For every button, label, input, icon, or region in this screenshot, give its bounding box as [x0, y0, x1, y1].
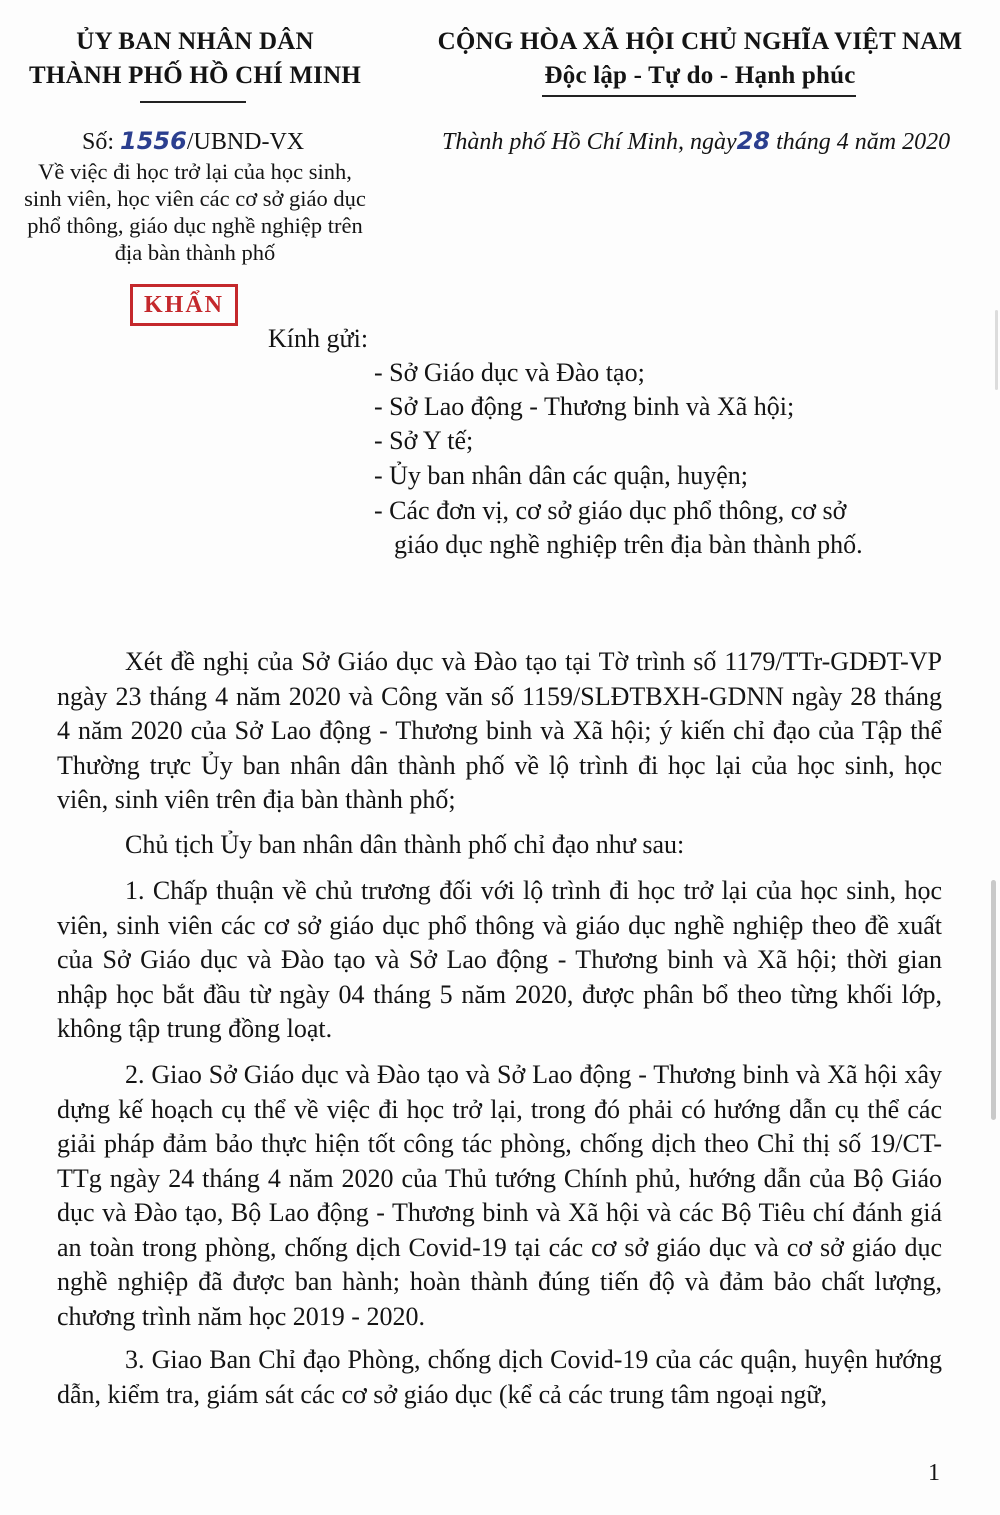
photo-edge-shadow — [995, 310, 998, 390]
subject-line: Về việc đi học trở lại của học sinh, — [38, 159, 352, 184]
nation-motto: Độc lập - Tự do - Hạnh phúc — [544, 62, 856, 89]
body-paragraph-5: 3. Giao Ban Chỉ đạo Phòng, chống dịch Covid-19 của các quận, huyện hướng dẫn, kiểm tra, giám sát các cơ sở giáo dục (kể cả các trung tâm ngoại ngữ, — [57, 1345, 942, 1409]
recipient-item-continued: giáo dục nghề nghiệp trên địa bàn thành phố. — [394, 530, 863, 559]
date-day-handwritten: 28 — [736, 127, 771, 155]
doc-number-prefix: Số: — [82, 129, 115, 155]
photo-edge-shadow — [991, 880, 996, 1120]
place-date — [442, 127, 950, 156]
body-paragraph-1: Xét đề nghị của Sở Giáo dục và Đào tạo tại Tờ trình số 1179/TTr-GDĐT-VP ngày 23 tháng 4 năm 2020 và Công văn số 1159/SLĐTBXH-GDNN ngày 28 tháng 4 năm 2020 của Sở Lao động - Thương binh và Xã hội; ý kiến chỉ đạo của Tập thể Thường trực Ủy ban nhân dân thành phố về lộ trình đi học lại của học sinh, học viên, sinh viên trên địa bàn thành phố; — [57, 647, 942, 814]
place-date-after-day: tháng 4 năm 2020 — [776, 129, 951, 155]
place-date-before-day: Thành phố Hồ Chí Minh, ngày — [442, 129, 737, 155]
page-number: 1 — [928, 1460, 940, 1486]
document-number — [82, 127, 304, 156]
recipients-label: Kính gửi: — [268, 324, 369, 353]
recipient-item: - Sở Y tế; — [374, 426, 474, 455]
body-paragraph-2: Chủ tịch Ủy ban nhân dân thành phố chỉ đạo như sau: — [125, 830, 685, 859]
doc-number-suffix: /UBND-VX — [186, 129, 305, 155]
subject-line: phổ thông, giáo dục nghề nghiệp trên — [27, 213, 363, 238]
urgent-stamp: KHẨN — [130, 284, 238, 326]
issuer-underline — [140, 101, 246, 103]
nation-title: CỘNG HÒA XÃ HỘI CHỦ NGHĨA VIỆT NAM — [437, 28, 963, 55]
doc-number-handwritten: 1556 — [120, 127, 187, 155]
subject-line: địa bàn thành phố — [114, 240, 276, 265]
recipient-item: - Sở Giáo dục và Đào tạo; — [374, 358, 645, 387]
recipient-item: - Ủy ban nhân dân các quận, huyện; — [374, 461, 748, 490]
recipient-item: - Sở Lao động - Thương binh và Xã hội; — [374, 392, 795, 421]
issuer-line-1: ỦY BAN NHÂN DÂN — [76, 28, 314, 55]
recipient-item: - Các đơn vị, cơ sở giáo dục phổ thông, cơ sở — [374, 496, 847, 525]
subject-block — [10, 158, 380, 266]
subject-line: sinh viên, học viên các cơ sở giáo dục — [24, 186, 366, 211]
body-paragraph-4: 2. Giao Sở Giáo dục và Đào tạo và Sở Lao động - Thương binh và Xã hội xây dựng kế hoạch cụ thể về việc đi học trở lại, trong đó phải có hướng dẫn cụ thể các giải pháp đảm bảo thực hiện tốt công tác phòng, chống dịch theo Chỉ thị số 19/CT-TTg ngày 24 tháng 4 năm 2020 của Thủ tướng Chính phủ, hướng dẫn của Bộ Giáo dục và Đào tạo, Bộ Lao động - Thương binh và Xã hội và các Bộ Tiêu chí đánh giá an toàn trong phòng, chống dịch Covid-19 tại các cơ sở giáo dục và cơ sở giáo dục nghề nghiệp đã được ban hành; hoàn thành đúng tiến độ và đảm bảo chất lượng, chương trình năm học 2019 - 2020. — [57, 1060, 942, 1331]
body-paragraph-3: 1. Chấp thuận về chủ trương đối với lộ trình đi học trở lại của học sinh, học viên, sinh viên các cơ sở giáo dục phổ thông và giáo dục nghề nghiệp theo đề xuất của Sở Giáo dục và Đào tạo và Sở Lao động - Thương binh và Xã hội; thời gian nhập học bắt đầu từ ngày 04 tháng 5 năm 2020, được phân bổ theo từng khối lớp, không tập trung đồng loạt. — [57, 876, 942, 1043]
issuer-line-2: THÀNH PHỐ HỒ CHÍ MINH — [29, 62, 361, 89]
motto-underline — [542, 95, 856, 97]
